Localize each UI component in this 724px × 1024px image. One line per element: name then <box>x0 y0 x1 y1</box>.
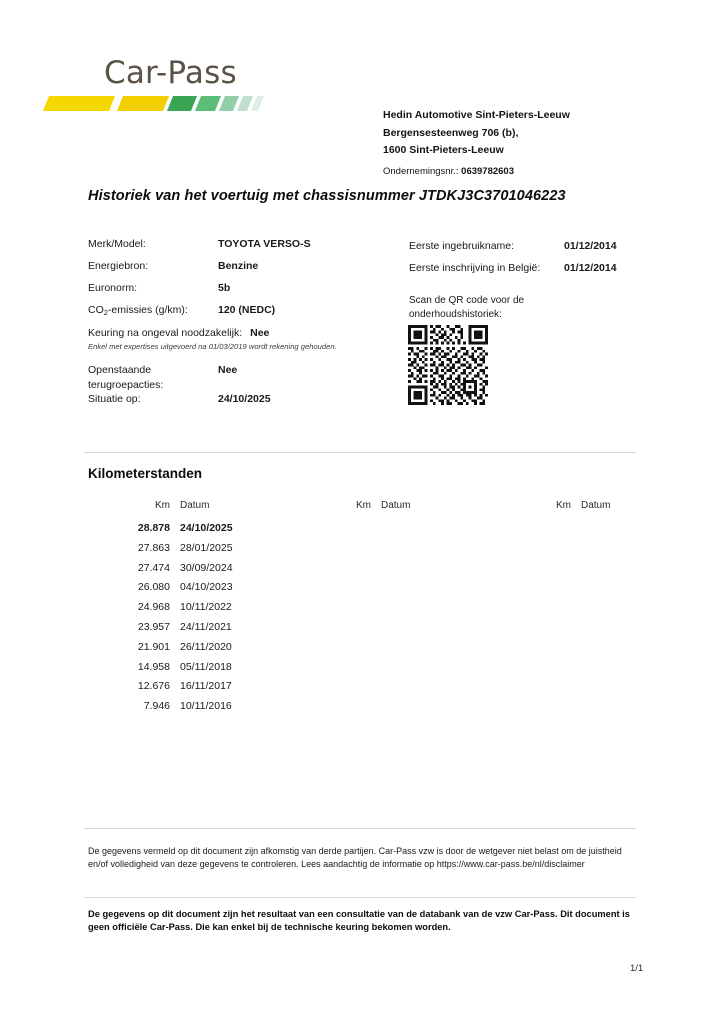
company-registration <box>383 166 514 177</box>
inspection-value: Nee <box>250 327 270 339</box>
mileage-date: 16/11/2017 <box>180 680 232 693</box>
mileage-date: 26/11/2020 <box>180 640 232 653</box>
mileage-value: 27.474 <box>137 561 170 574</box>
company-name: Hedin Automotive Sint-Pieters-Leeuw <box>383 109 570 121</box>
mileage-date: 24/10/2025 <box>180 522 233 534</box>
header-km: Km <box>556 500 571 511</box>
logo-stripe-4 <box>195 96 221 111</box>
page-number: 1/1 <box>630 963 644 974</box>
qr-code[interactable] <box>406 325 490 405</box>
mileage-date: 28/01/2025 <box>180 541 233 554</box>
recall-block <box>88 363 388 407</box>
detail-label-co2: $CO_2$-emissies (g/km): <box>88 304 188 317</box>
detail-row-first-use <box>409 240 699 262</box>
header-datum: Datum <box>581 500 611 511</box>
company-city: 1600 Sint-Pieters-Leeuw <box>383 144 504 156</box>
logo-stripe-7 <box>251 96 264 111</box>
detail-label: Euronorm: <box>88 282 138 294</box>
situation-value: 24/10/2025 <box>218 393 271 405</box>
inspection-note: Enkel met expertises uitgevoerd na 01/03/2019 wordt rekening gehouden. <box>88 342 337 351</box>
mileage-date: 30/09/2024 <box>180 561 233 574</box>
detail-value: 5b <box>218 282 231 294</box>
footer-divider-bottom <box>84 897 636 898</box>
situation-label: Situatie op: <box>88 393 141 405</box>
detail-row-model <box>88 238 388 260</box>
header-km: Km <box>155 500 170 511</box>
detail-label: Eerste ingebruikname: <box>409 240 515 252</box>
header-datum: Datum <box>381 500 411 511</box>
detail-label: Merk/Model: <box>88 238 146 250</box>
company-street: Bergensesteenweg 706 (b), <box>383 126 519 139</box>
mileage-value: 24.968 <box>137 601 170 614</box>
registration-label: Ondernemingsnr.: <box>383 166 459 177</box>
logo-stripe-5 <box>219 96 239 111</box>
vehicle-details-left <box>88 238 388 326</box>
mileage-value: 23.957 <box>137 620 170 633</box>
section-title-mileage: Kilometerstanden <box>88 466 203 481</box>
mileage-value: 26.080 <box>137 581 170 594</box>
mileage-value: 14.958 <box>137 660 170 673</box>
detail-value: 01/12/2014 <box>564 240 617 252</box>
mileage-value: 27.863 <box>137 541 170 554</box>
disclaimer-text: De gegevens vermeld op dit document zijn afkomstig van derde partijen. Car-Pass vzw is door de wetgever niet belast om de juistheid en/of volledigheid van deze gegevens te controleren. Lees aandachtig de informatie op https://www.car-pass.be/nl/disclaimer <box>88 846 622 869</box>
qr-caption-line2: onderhoudshistoriek: <box>409 308 502 320</box>
mileage-date: 10/11/2022 <box>180 601 232 614</box>
footer-note: De gegevens op dit document zijn het resultaat van een consultatie van de databank van de vzw Car-Pass. Dit document is geen officiële Car-Pass. Die kan enkel bij de technische keuring bekomen worden. <box>88 909 630 932</box>
mileage-value: 7.946 <box>143 700 170 713</box>
mileage-date: 05/11/2018 <box>180 660 232 673</box>
qr-caption <box>409 294 589 321</box>
company-address <box>383 107 683 160</box>
mileage-value: 28.878 <box>137 522 170 534</box>
detail-value: 01/12/2014 <box>564 262 617 274</box>
recall-label-line1: Openstaande <box>88 364 152 376</box>
mileage-date: 10/11/2016 <box>180 700 232 713</box>
header-datum: Datum <box>180 500 210 511</box>
recall-label-line2: terugroepacties: <box>88 378 164 391</box>
logo-stripe-2 <box>117 96 169 111</box>
qr-caption-line1: Scan de QR code voor de <box>409 295 525 306</box>
detail-value: Benzine <box>218 260 259 272</box>
logo-stripe-3 <box>167 96 197 111</box>
inspection-label: Keuring na ongeval noodzakelijk: <box>88 327 243 339</box>
vehicle-details-right <box>409 240 699 284</box>
footer-divider-top <box>84 828 636 829</box>
mileage-value: 12.676 <box>137 680 170 693</box>
logo-wordmark: Car-Pass <box>104 55 237 91</box>
inspection-required-row <box>88 327 269 339</box>
section-divider-top <box>84 452 636 453</box>
logo-stripe-1 <box>43 96 115 111</box>
page-title: Historiek van het voertuig met chassisnummer JTDKJ3C3701046223 <box>88 188 566 204</box>
car-pass-logo <box>104 55 284 113</box>
qr-code-image <box>406 325 490 405</box>
detail-row-energy <box>88 260 388 282</box>
mileage-date: 04/10/2023 <box>180 581 233 594</box>
detail-label: Energiebron: <box>88 260 149 272</box>
registration-number: 0639782603 <box>461 166 514 177</box>
mileage-date: 24/11/2021 <box>180 620 232 633</box>
detail-row-first-registration <box>409 262 699 284</box>
recall-value: Nee <box>218 364 238 376</box>
detail-value: TOYOTA VERSO-S <box>218 238 311 250</box>
detail-value: 120 (NEDC) <box>218 304 276 316</box>
detail-row-euronorm <box>88 282 388 304</box>
logo-stripes <box>46 96 296 114</box>
detail-row-co2 <box>88 304 388 326</box>
mileage-value: 21.901 <box>137 640 170 653</box>
detail-label: Eerste inschrijving in België: <box>409 262 541 274</box>
header-km: Km <box>356 500 371 511</box>
